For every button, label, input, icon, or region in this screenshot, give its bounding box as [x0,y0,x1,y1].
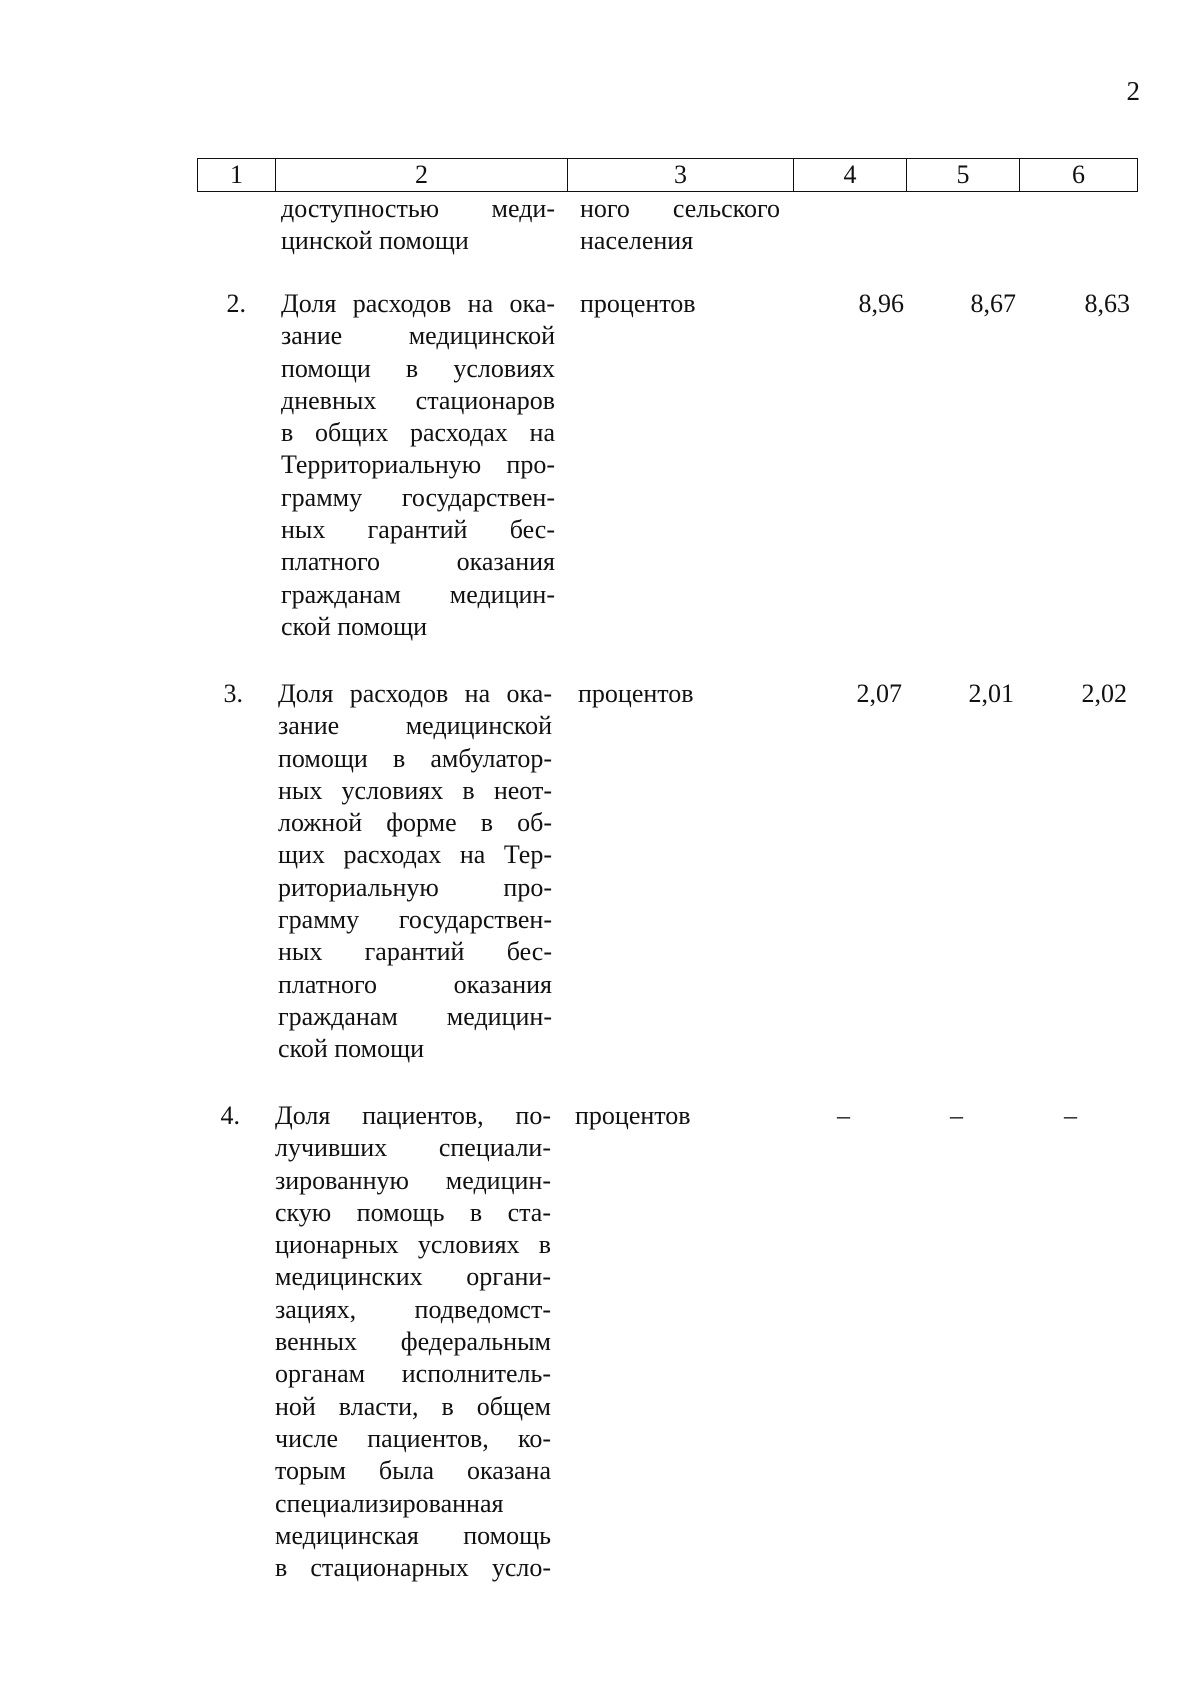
indicator-unit [580,193,780,258]
description-line: грамму государствен- [278,905,552,935]
value-col-5: – [950,1101,963,1130]
description-line: ской помощи [281,611,428,641]
description-line: ных условиях в неот- [278,775,552,805]
description-line: торым была оказана [275,1456,551,1486]
description-line: медицинских органи- [275,1262,551,1292]
description-line: цинской помощи [281,226,469,256]
description-line: зациях, подведомст- [275,1294,551,1324]
description-line: ционарных условиях в [275,1230,551,1260]
description-line: щих расходах на Тер- [278,840,552,870]
description-line: гражданам медицин- [281,579,555,609]
description-line: в стационарных усло- [275,1553,551,1583]
indicator-description [281,288,555,643]
header-col-2: 2 [276,159,568,192]
description-line: платного оказания [278,969,552,999]
header-col-6: 6 [1020,159,1138,192]
description-line: помощи в условиях [281,353,555,383]
description-line: ной власти, в общем [275,1391,551,1421]
value-col-5: 2,01 [968,679,1014,708]
indicator-description [278,678,552,1066]
unit-line: процентов [578,679,694,708]
description-line: специализированная [275,1488,504,1518]
description-line: медицинская помощь [275,1520,551,1550]
indicator-description [275,1100,551,1584]
description-line: помощи в амбулатор- [278,743,552,773]
description-line: Доля пациентов, по- [275,1101,551,1130]
value-col-5: 8,67 [970,289,1016,318]
value-col-6: 8,63 [1084,289,1130,318]
row-number: 3. [223,679,243,708]
description-line: зание медицинской [278,711,552,741]
value-col-4: 2,07 [856,679,902,708]
row-number: 2. [226,289,246,318]
description-line: скую помощь в ста- [275,1197,551,1227]
header-col-3: 3 [568,159,794,192]
description-line: ных гарантий бес- [281,515,555,545]
value-col-6: – [1064,1101,1077,1130]
row-number: 4. [220,1101,240,1130]
indicator-unit [578,678,793,710]
unit-line: населения [580,226,694,256]
indicator-description [281,193,555,258]
value-col-6: 2,02 [1081,679,1127,708]
description-line: органам исполнитель- [275,1359,551,1389]
description-line: Территориальную про- [281,450,555,480]
description-line: доступностью меди- [281,194,555,223]
description-line: числе пациентов, ко- [275,1423,551,1453]
description-line: венных федеральным [275,1327,551,1357]
description-line: риториальную про- [278,872,552,902]
description-line: зание медицинской [281,321,555,351]
description-line: платного оказания [281,547,555,577]
description-line: ных гарантий бес- [278,937,552,967]
unit-line: ного сельского [580,194,780,223]
description-line: зированную медицин- [275,1165,551,1195]
page-number: 2 [1126,76,1140,106]
unit-line: процентов [575,1101,691,1130]
value-col-4: – [837,1101,850,1130]
indicator-unit [580,288,795,320]
description-line: грамму государствен- [281,482,555,512]
description-line: ложной форме в об- [278,808,552,838]
header-row [198,159,1138,192]
header-col-5: 5 [907,159,1020,192]
description-line: в общих расходах на [281,418,555,448]
unit-line: процентов [580,289,696,318]
description-line: ской помощи [278,1034,425,1064]
header-col-4: 4 [794,159,907,192]
description-line: Доля расходов на ока- [281,289,555,318]
value-col-4: 8,96 [858,289,904,318]
header-col-1: 1 [198,159,276,192]
description-line: дневных стационаров [281,385,555,415]
description-line: гражданам медицин- [278,1001,552,1031]
description-line: лучивших специали- [275,1133,551,1163]
description-line: Доля расходов на ока- [278,679,552,708]
column-number-header [197,158,1138,192]
